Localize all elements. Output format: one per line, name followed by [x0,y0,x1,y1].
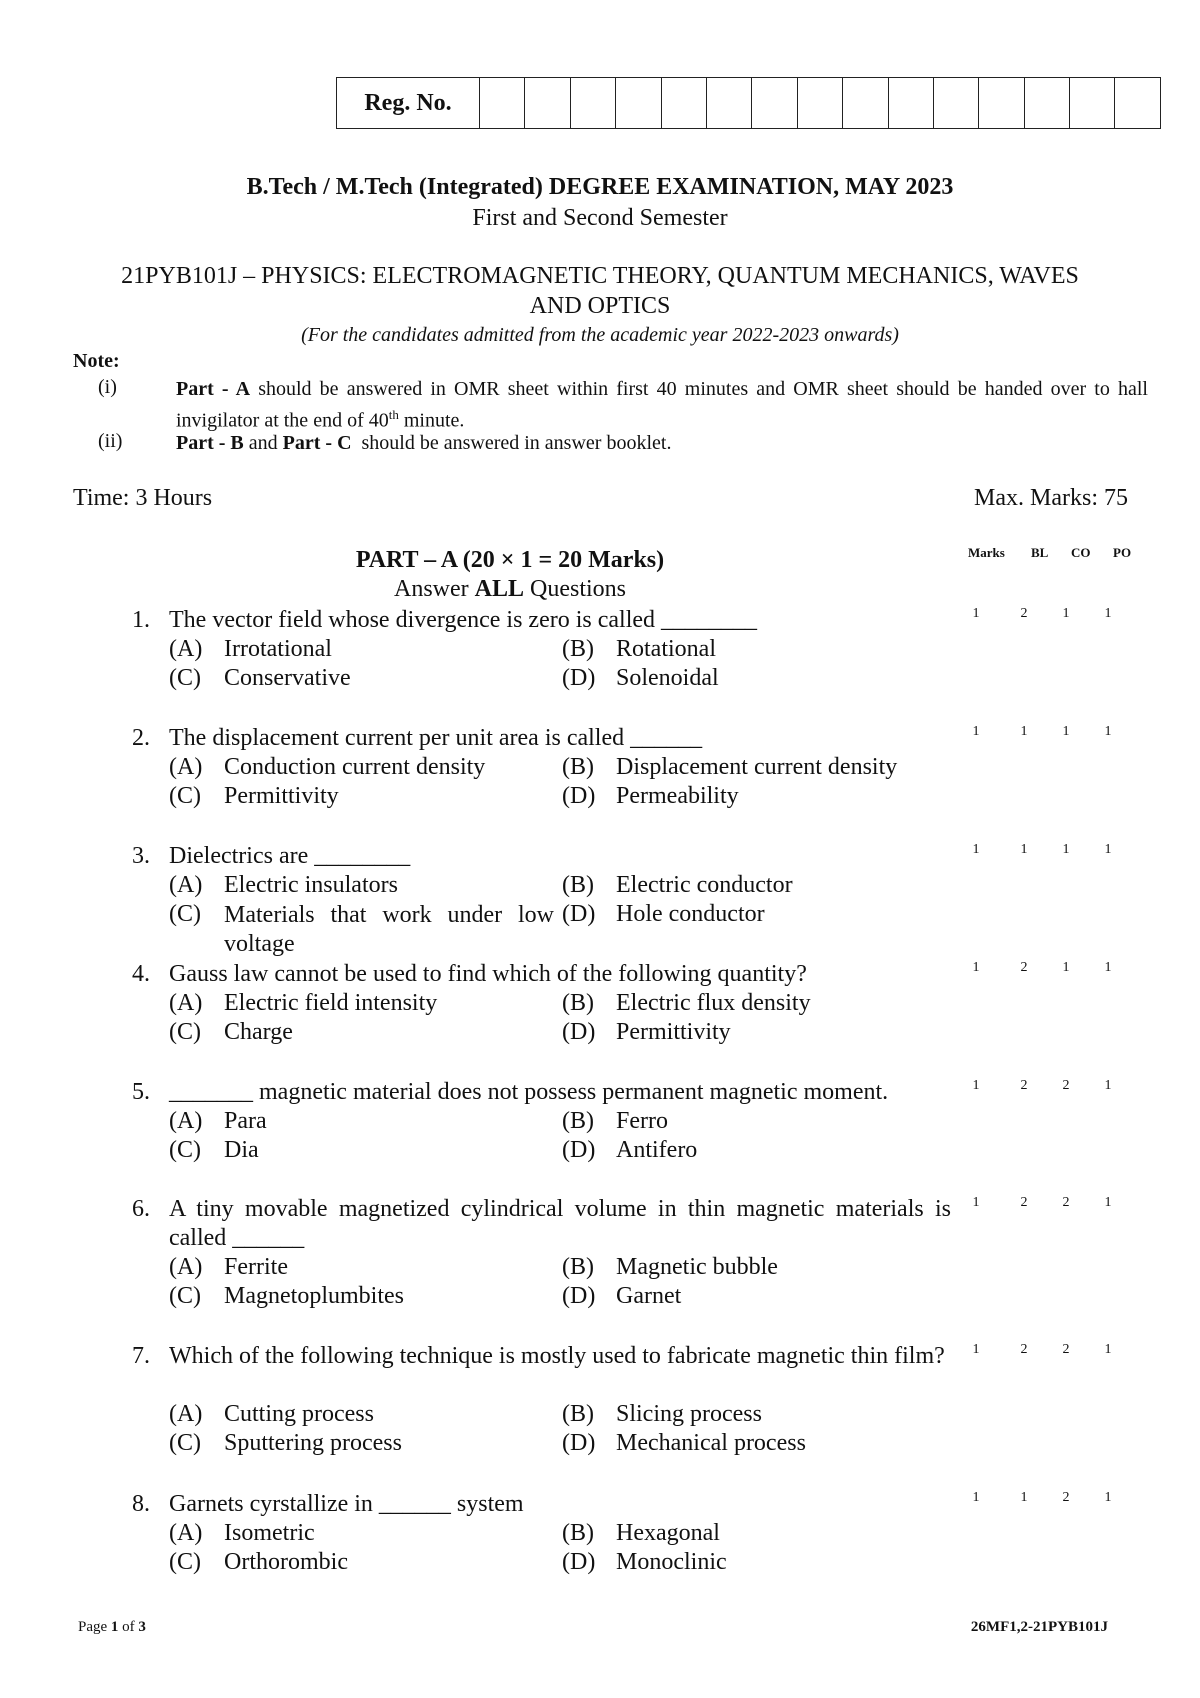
reg-no-cell [889,78,934,128]
reg-no-cell [662,78,707,128]
option-text: Dia [224,1137,259,1163]
option-letter: (A) [169,754,203,780]
instruction-text: Questions [524,576,626,602]
question-text: The displacement current per unit area is called ______ [169,725,703,751]
option-letter: (C) [169,1019,201,1045]
co-value: 1 [1062,724,1070,739]
option-text: Slicing process [616,1401,762,1427]
co-value: 1 [1062,606,1070,621]
option-text: Isometric [224,1520,315,1546]
note-part-label: Part - B [176,432,244,454]
column-header-co: CO [1071,545,1091,560]
option-text: Electric field intensity [224,990,438,1016]
question-text: The vector field whose divergence is zero is called ________ [169,607,758,633]
bl-value: 2 [1020,1078,1028,1093]
marks-value: 1 [972,1195,980,1210]
option-letter: (A) [169,1401,203,1427]
option-letter: (B) [562,1401,594,1427]
reg-no-label: Reg. No. [337,78,480,128]
option-letter: (A) [169,636,203,662]
question-text: _______ magnetic material does not possess permanent magnetic moment. [169,1079,889,1105]
marks-value: 1 [972,842,980,857]
page-text: of [118,1619,139,1635]
option-text: Para [224,1108,267,1134]
reg-no-cell [707,78,752,128]
exam-semester: First and Second Semester [472,205,728,231]
question-text: Which of the following technique is mostly used to fabricate magnetic thin film? [169,1343,945,1369]
page-number [78,1619,146,1636]
instruction-text: Answer [393,576,475,602]
option-text: Cutting process [224,1401,374,1427]
marks-value: 1 [972,1490,980,1505]
bl-value: 1 [1020,724,1028,739]
option-letter: (A) [169,872,203,898]
bl-value: 2 [1020,960,1028,975]
option-letter: (C) [169,783,201,809]
option-text: Rotational [616,636,716,662]
po-value: 1 [1104,1195,1112,1210]
bl-value: 1 [1020,842,1028,857]
co-value: 1 [1062,842,1070,857]
question-number: 7. [132,1343,150,1369]
question-text: Dielectrics are ________ [169,843,411,869]
option-text: Orthorombic [224,1549,348,1575]
reg-no-cell [616,78,661,128]
option-letter: (C) [169,1430,201,1456]
course-title-line2: AND OPTICS [529,293,671,319]
option-text: Magnetic bubble [616,1254,778,1280]
question-text: Garnets cyrstallize in ______ system [169,1491,524,1517]
option-text: Ferrite [224,1254,288,1280]
option-text: Solenoidal [616,665,719,691]
bl-value: 1 [1020,1490,1028,1505]
option-letter: (A) [169,1108,203,1134]
option-text: Mechanical process [616,1430,806,1456]
reg-no-cell [1025,78,1070,128]
bl-value: 2 [1020,1195,1028,1210]
note-label: Note: [73,350,120,372]
option-text: Electric conductor [616,872,793,898]
reg-no-cell [1115,78,1159,128]
option-letter: (C) [169,1137,201,1163]
note-item-number: (i) [98,376,117,398]
question-number: 1. [132,607,150,633]
reg-no-cell [843,78,888,128]
option-letter: (A) [169,1520,203,1546]
question-number: 5. [132,1079,150,1105]
option-letter: (B) [562,1520,594,1546]
option-text: Electric insulators [224,872,398,898]
marks-value: 1 [972,606,980,621]
po-value: 1 [1104,1342,1112,1357]
note-text-span: minute. [398,409,465,432]
instruction-bold: ALL [474,576,524,602]
note-text-span: should be answered in answer booklet. [351,432,672,454]
co-value: 2 [1062,1490,1070,1505]
option-letter: (D) [562,1549,596,1575]
option-letter: (D) [562,783,596,809]
note-text-span: should be answered in OMR sheet within first 40 minutes and OMR sheet should be handed over to hall invigilator at the end of 40 [176,378,1148,432]
question-number: 2. [132,725,150,751]
option-letter: (B) [562,754,594,780]
reg-no-cell [1070,78,1115,128]
option-letter: (B) [562,872,594,898]
note-item-number: (ii) [98,430,123,452]
option-letter: (B) [562,1108,594,1134]
option-text: Garnet [616,1283,682,1309]
option-text: Antifero [616,1137,698,1163]
po-value: 1 [1104,960,1112,975]
option-text: Hexagonal [616,1520,720,1546]
page-text: Page [78,1619,111,1635]
page-current: 1 [110,1619,119,1635]
option-letter: (B) [562,990,594,1016]
option-text: Monoclinic [616,1549,727,1575]
note-part-label: Part - A [176,378,251,400]
po-value: 1 [1104,606,1112,621]
column-header-po: PO [1113,545,1132,560]
co-value: 2 [1062,1078,1070,1093]
reg-no-cell [934,78,979,128]
course-title-line1: 21PYB101J – PHYSICS: ELECTROMAGNETIC THEORY, QUANTUM MECHANICS, WAVES [121,263,1079,289]
option-letter: (D) [562,1430,596,1456]
question-number: 3. [132,843,150,869]
option-text: Conservative [224,665,351,691]
part-a-heading: PART – A (20 × 1 = 20 Marks) [355,547,665,573]
option-text: Electric flux density [616,990,811,1016]
exam-time: Time: 3 Hours [73,485,213,511]
option-text: Ferro [616,1108,668,1134]
option-text: Hole conductor [616,901,765,927]
reg-no-cell [525,78,570,128]
po-value: 1 [1104,1078,1112,1093]
note-text-span: and [243,432,283,454]
column-header-marks: Marks [968,545,1005,560]
admitted-note: (For the candidates admitted from the academic year 2022-2023 onwards) [301,324,899,346]
reg-no-cell [571,78,616,128]
column-header-bl: BL [1031,545,1049,560]
option-text: Sputtering process [224,1430,402,1456]
option-letter: (C) [169,1283,201,1309]
option-letter: (D) [562,1137,596,1163]
part-a-instruction [320,576,700,603]
question-text: A tiny movable magnetized cylindrical volume in thin magnetic materials is called ______ [169,1196,951,1251]
option-letter: (D) [562,1019,596,1045]
marks-value: 1 [972,1342,980,1357]
question-number: 8. [132,1491,150,1517]
question-text: Gauss law cannot be used to find which of the following quantity? [169,961,807,987]
po-value: 1 [1104,842,1112,857]
note-superscript: th [388,407,399,422]
exam-title: B.Tech / M.Tech (Integrated) DEGREE EXAMINATION, MAY 2023 [246,174,954,200]
co-value: 1 [1062,960,1070,975]
marks-value: 1 [972,724,980,739]
option-letter: (C) [169,1549,201,1575]
option-letter: (B) [562,1254,594,1280]
option-text: Permittivity [616,1019,731,1045]
option-text: Permittivity [224,783,339,809]
paper-code: 26MF1,2-21PYB101J [970,1619,1108,1635]
question-number: 6. [132,1196,150,1222]
option-text: Charge [224,1019,293,1045]
option-text: Displacement current density [616,754,898,780]
bl-value: 2 [1020,1342,1028,1357]
reg-no-box [336,77,1161,129]
co-value: 2 [1062,1342,1070,1357]
bl-value: 2 [1020,606,1028,621]
option-letter: (D) [562,665,596,691]
marks-value: 1 [972,960,980,975]
page-total: 3 [138,1619,146,1635]
option-letter: (A) [169,1254,203,1280]
reg-no-cell [752,78,797,128]
note-item-text [176,430,1148,456]
option-text: Conduction current density [224,754,486,780]
max-marks: Max. Marks: 75 [974,485,1128,511]
option-letter: (C) [169,901,201,927]
note-item-text [176,376,1148,434]
question-number: 4. [132,961,150,987]
option-letter: (C) [169,665,201,691]
option-text: Materials that work under low voltage [224,902,554,957]
option-letter: (D) [562,1283,596,1309]
po-value: 1 [1104,1490,1112,1505]
option-text: Irrotational [224,636,332,662]
option-text: Permeability [616,783,739,809]
option-letter: (A) [169,990,203,1016]
marks-value: 1 [972,1078,980,1093]
option-letter: (D) [562,901,596,927]
co-value: 2 [1062,1195,1070,1210]
option-text: Magnetoplumbites [224,1283,404,1309]
reg-no-cell [979,78,1024,128]
option-letter: (B) [562,636,594,662]
po-value: 1 [1104,724,1112,739]
reg-no-cell [798,78,843,128]
reg-no-cell [480,78,525,128]
note-part-label: Part - C [282,432,352,454]
